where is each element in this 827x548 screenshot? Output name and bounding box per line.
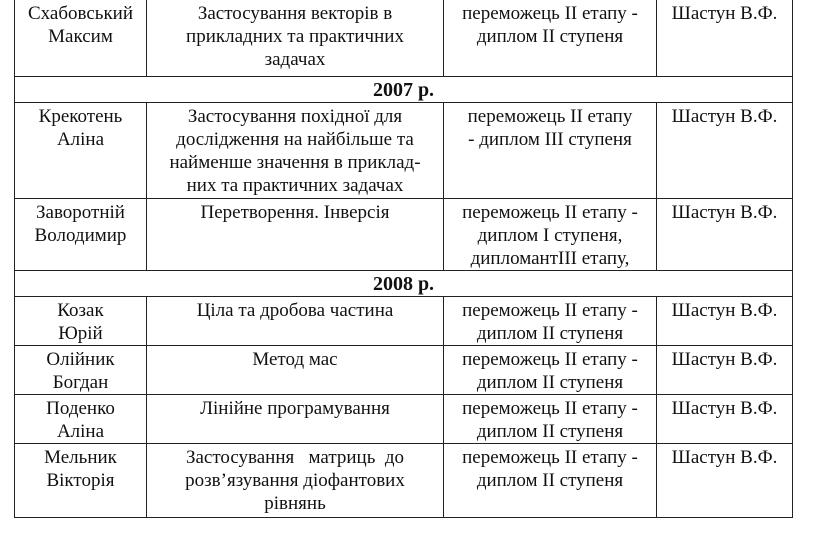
olympiad-results-table [14,0,793,518]
result-line: переможець II етапу - [462,300,638,321]
table-row [15,297,793,346]
result-line: переможець II етапу - [462,447,638,468]
research-topic-cell [147,444,444,518]
student-name-cell [15,444,147,518]
supervisor-cell [657,395,793,444]
table-row [15,103,793,199]
result-line: диплом II ступеня [476,421,624,442]
result-cell [444,395,657,444]
supervisor-name: Шастун В.Ф. [671,3,778,24]
topic-line: рівнянь [264,493,326,514]
result-line: диплом II ступеня [476,26,624,47]
document-page [14,0,792,516]
result-line: диплом II ступеня [476,470,624,491]
student-name-cell [15,395,147,444]
student-name-line: Юрій [58,323,103,344]
supervisor-name: Шастун В.Ф. [671,349,778,370]
result-cell [444,0,657,77]
topic-line: них та практичних задачах [186,175,404,196]
student-name-line: Вікторія [46,470,115,491]
student-name-line: Схабовський [27,3,134,24]
supervisor-name: Шастун В.Ф. [671,202,778,223]
topic-line: задачах [264,49,326,70]
year-heading: 2007 р. [15,77,793,103]
result-line: диплом I ступеня, [477,225,623,246]
student-name-line: Крекотень [38,106,123,127]
student-name-line: Мельник [44,447,117,468]
student-name-cell [15,0,147,77]
result-cell [444,199,657,271]
topic-line: найменше значення в приклад- [169,152,421,173]
result-line: диплом II ступеня [476,323,624,344]
table-row [15,395,793,444]
student-name-line: Максим [48,26,113,47]
student-name-line: Аліна [56,129,105,150]
student-name-line: Аліна [56,421,105,442]
supervisor-name: Шастун В.Ф. [671,300,778,321]
table-row [15,199,793,271]
year-row [15,271,793,297]
topic-line: дослідження на найбільше та [176,129,414,150]
topic-line: Застосування матриць до [185,447,405,468]
research-topic-cell [147,297,444,346]
topic-line: розв’язування діофантових [185,470,405,491]
student-name-cell [15,297,147,346]
supervisor-cell [657,346,793,395]
topic-line: Метод мас [252,349,338,370]
result-cell [444,346,657,395]
student-name-line: Володимир [34,225,127,246]
topic-line: прикладних та практичних [186,26,404,47]
topic-line: Перетворення. Інверсія [200,202,390,223]
topic-line: Застосування похідної для [187,106,403,127]
research-topic-cell [147,199,444,271]
table-row [15,346,793,395]
topic-line: Лінійне програмування [200,398,390,419]
result-line: переможець II етапу - [462,3,638,24]
student-name-cell [15,199,147,271]
research-topic-cell [147,346,444,395]
student-name-line: Козак [57,300,104,321]
result-cell [444,297,657,346]
topic-line: Ціла та дробова частина [196,300,394,321]
supervisor-cell [657,0,793,77]
student-name-line: Поденко [46,398,115,419]
supervisor-name: Шастун В.Ф. [671,447,778,468]
research-topic-cell [147,395,444,444]
result-cell [444,103,657,199]
result-line: - диплом III ступеня [468,129,632,150]
result-cell [444,444,657,518]
result-line: диплом II ступеня [476,372,624,393]
results-table-body [15,0,793,518]
year-heading: 2008 р. [15,271,793,297]
student-name-line: Заворотній [36,202,125,223]
result-line: переможець II етапу - [462,349,638,370]
supervisor-cell [657,103,793,199]
result-line: дипломантIII етапу, [470,248,630,269]
table-row [15,0,793,77]
research-topic-cell [147,0,444,77]
supervisor-name: Шастун В.Ф. [671,106,778,127]
student-name-line: Олійник [46,349,115,370]
supervisor-cell [657,444,793,518]
year-row [15,77,793,103]
table-row [15,444,793,518]
supervisor-cell [657,199,793,271]
topic-line: Застосування векторів в [197,3,393,24]
research-topic-cell [147,103,444,199]
student-name-cell [15,346,147,395]
result-line: переможець II етапу - [462,202,638,223]
supervisor-cell [657,297,793,346]
supervisor-name: Шастун В.Ф. [671,398,778,419]
result-line: переможець II етапу [467,106,633,127]
student-name-cell [15,103,147,199]
student-name-line: Богдан [52,372,109,393]
result-line: переможець II етапу - [462,398,638,419]
